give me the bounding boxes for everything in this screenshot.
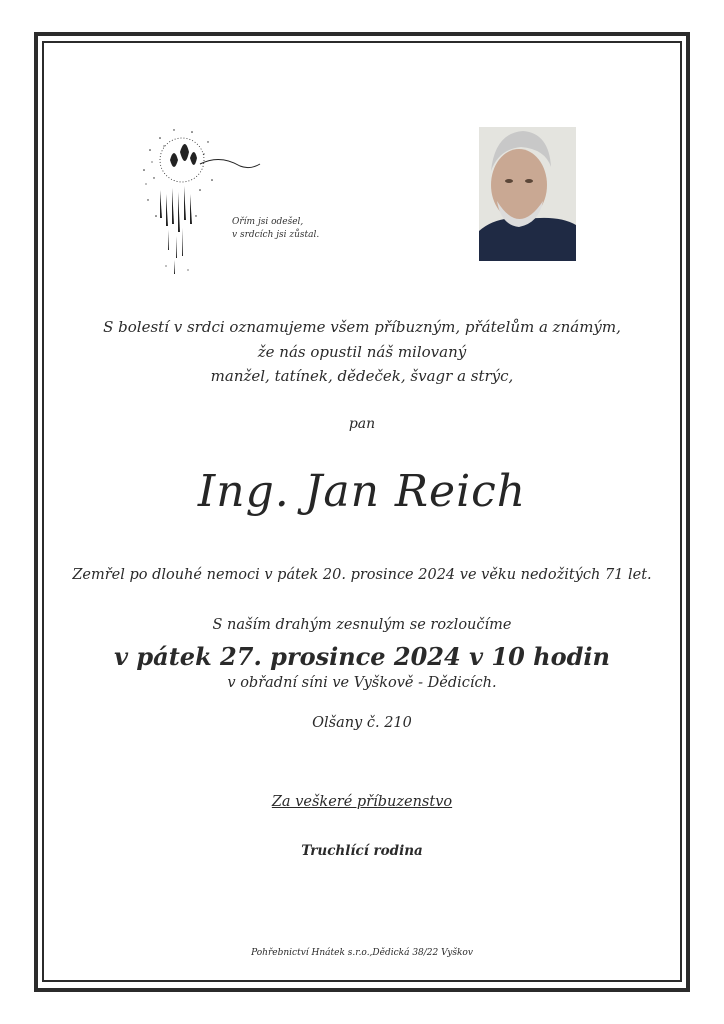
ceremony-intro: S naším drahým zesnulým se rozloučíme: [212, 617, 512, 633]
signature: Truchlící rodina: [301, 843, 423, 859]
ceremony-place: v obřadní síni ve Vyškově - Dědicích.: [227, 675, 497, 691]
motto-line-2: v srdcích jsi zůstal.: [232, 230, 320, 240]
funeral-home-footer: Pohřebnictví Hnátek s.r.o.,Dědická 38/22 Vyškov: [251, 948, 473, 958]
announcement-line-3: manžel, tatínek, dědeček, švagr a strýc,: [210, 367, 514, 385]
portrait-photo: [479, 127, 576, 261]
announcement-line-2: že nás opustil náš milovaný: [257, 343, 467, 361]
deceased-name: Ing. Jan Reich: [197, 466, 527, 517]
announcement-line-1: S bolestí v srdci oznamujeme všem příbuzným, přátelům a známým,: [103, 318, 621, 336]
death-notice: Zemřel po dlouhé nemoci v pátek 20. prosince 2024 ve věku nedožitých 71 let.: [72, 567, 652, 583]
motto-line-1: Ořím jsi odešel,: [232, 217, 304, 227]
on-behalf-of-family: Za veškeré příbuzenstvo: [271, 794, 453, 810]
motto: [232, 216, 319, 242]
honorific: pan: [348, 416, 376, 432]
ceremony-datetime: v pátek 27. prosince 2024 v 10 hodin: [114, 642, 610, 671]
ceremony-address: Olšany č. 210: [312, 715, 412, 731]
candle-illustration: [130, 120, 270, 285]
